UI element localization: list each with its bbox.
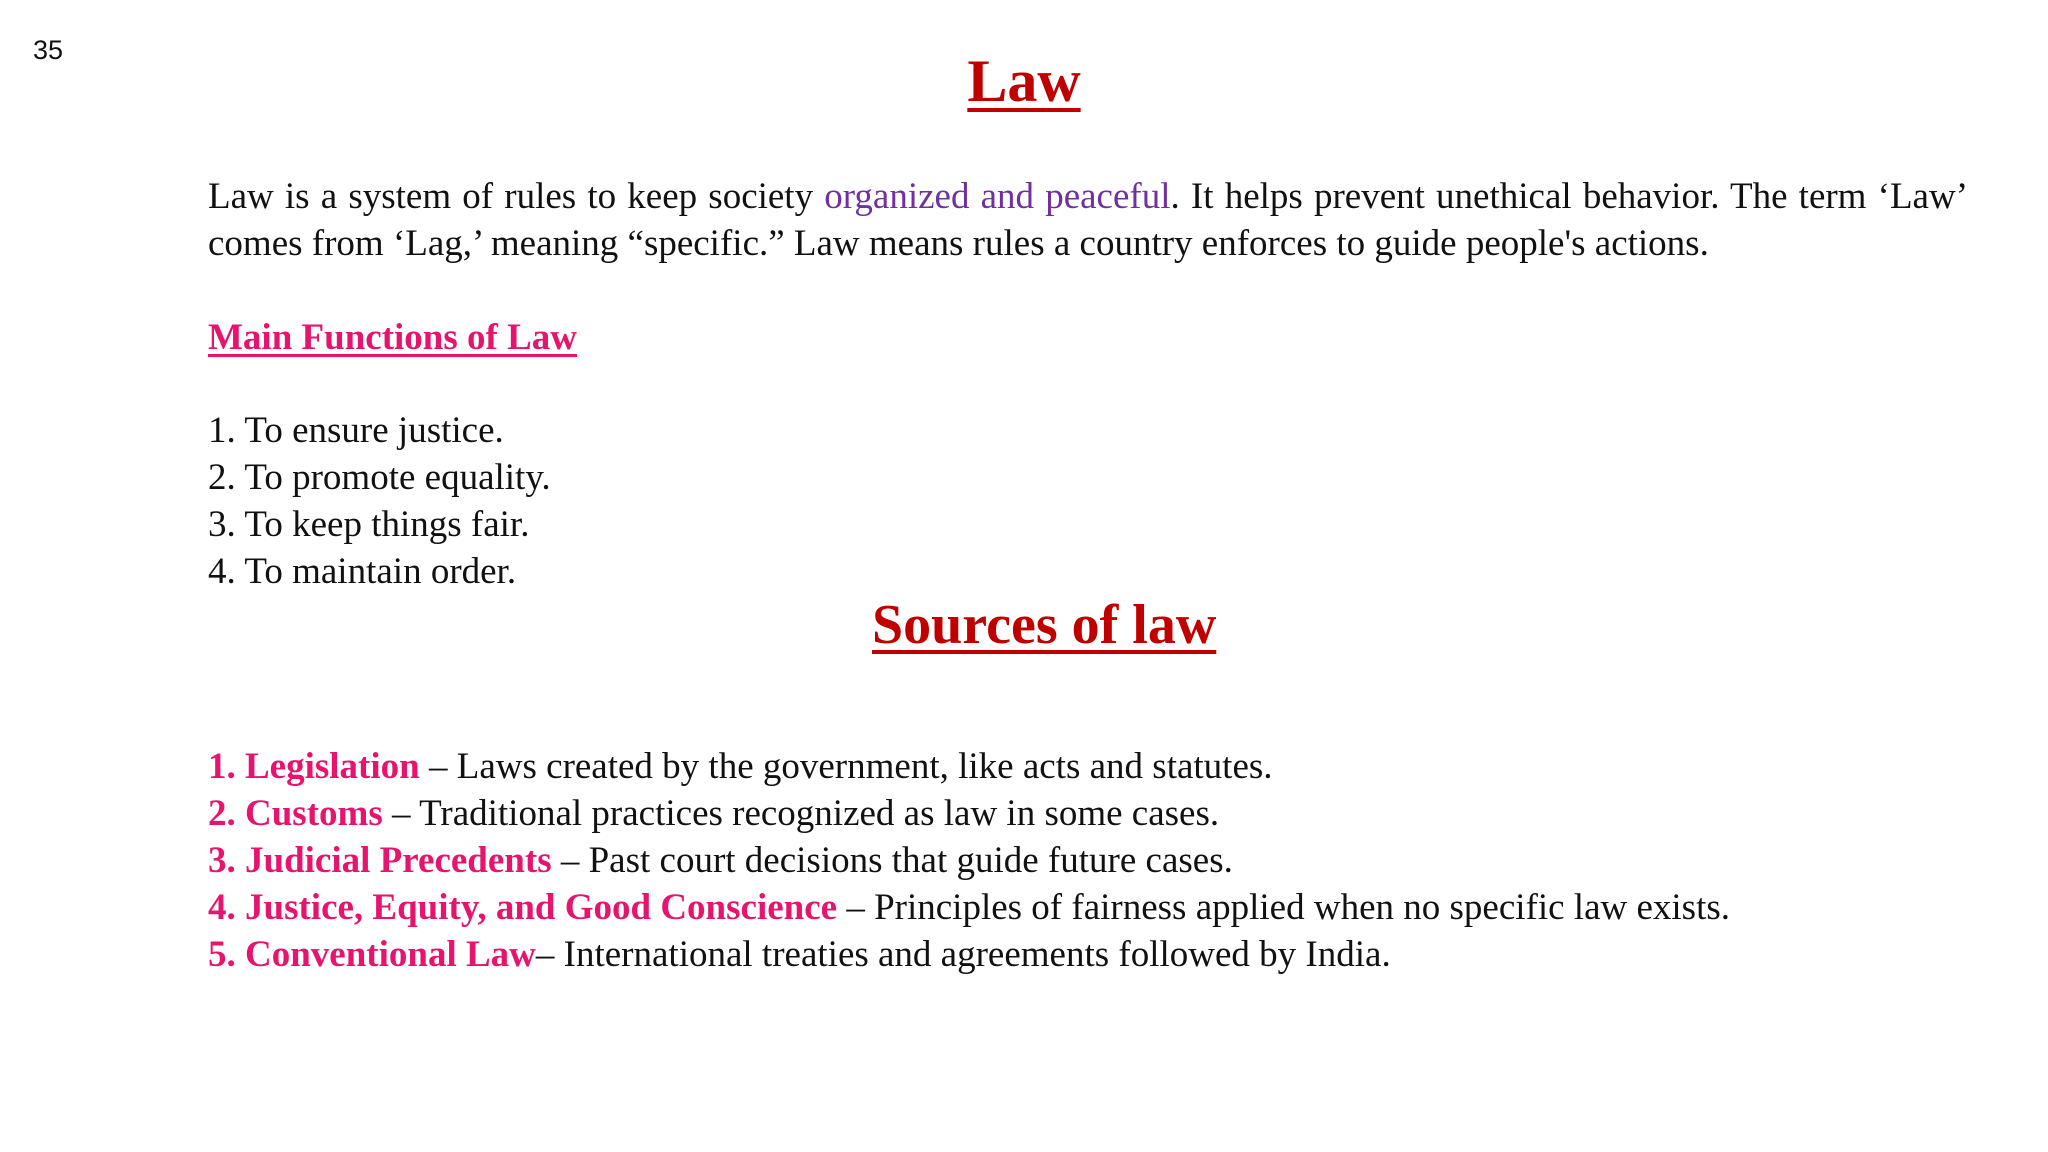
sources-heading: Sources of law (872, 594, 1217, 656)
intro-text-start: Law is a system of rules to keep society (208, 176, 825, 217)
function-item: 3. To keep things fair. (208, 504, 530, 545)
function-item: 2. To promote equality. (208, 457, 551, 498)
intro-paragraph (208, 173, 1968, 267)
source-item (208, 931, 1988, 978)
source-term: 2. Customs (208, 793, 383, 834)
functions-list (208, 407, 551, 595)
source-item (208, 790, 1988, 837)
source-item (208, 837, 1988, 884)
intro-highlight: organized and peaceful (824, 176, 1171, 217)
source-term: 5. Conventional Law (208, 934, 536, 975)
source-item (208, 743, 1988, 790)
source-term: 1. Legislation (208, 746, 420, 787)
source-description: – Traditional practices recognized as law in some cases. (382, 793, 1220, 834)
source-item (208, 884, 1988, 931)
functions-heading: Main Functions of Law (208, 317, 578, 358)
page-number: 35 (33, 35, 64, 65)
source-description: – Past court decisions that guide future cases. (551, 840, 1233, 881)
function-item: 4. To maintain order. (208, 551, 517, 592)
source-description: – International treaties and agreements followed by India. (535, 934, 1391, 975)
intro-text-end: . It helps prevent unethical behavior. The term ‘Law’ comes from ‘Lag,’ meaning “specific.” Law means rules a country enforces to guide people's actions. (208, 176, 1969, 264)
source-term: 4. Justice, Equity, and Good Conscience (208, 887, 838, 928)
source-term: 3. Judicial Precedents (208, 840, 552, 881)
sources-list (208, 743, 1988, 978)
source-description: – Principles of fairness applied when no specific law exists. (837, 887, 1730, 928)
function-item: 1. To ensure justice. (208, 410, 504, 451)
page-title: Law (967, 48, 1081, 114)
source-description: – Laws created by the government, like acts and statutes. (419, 746, 1273, 787)
